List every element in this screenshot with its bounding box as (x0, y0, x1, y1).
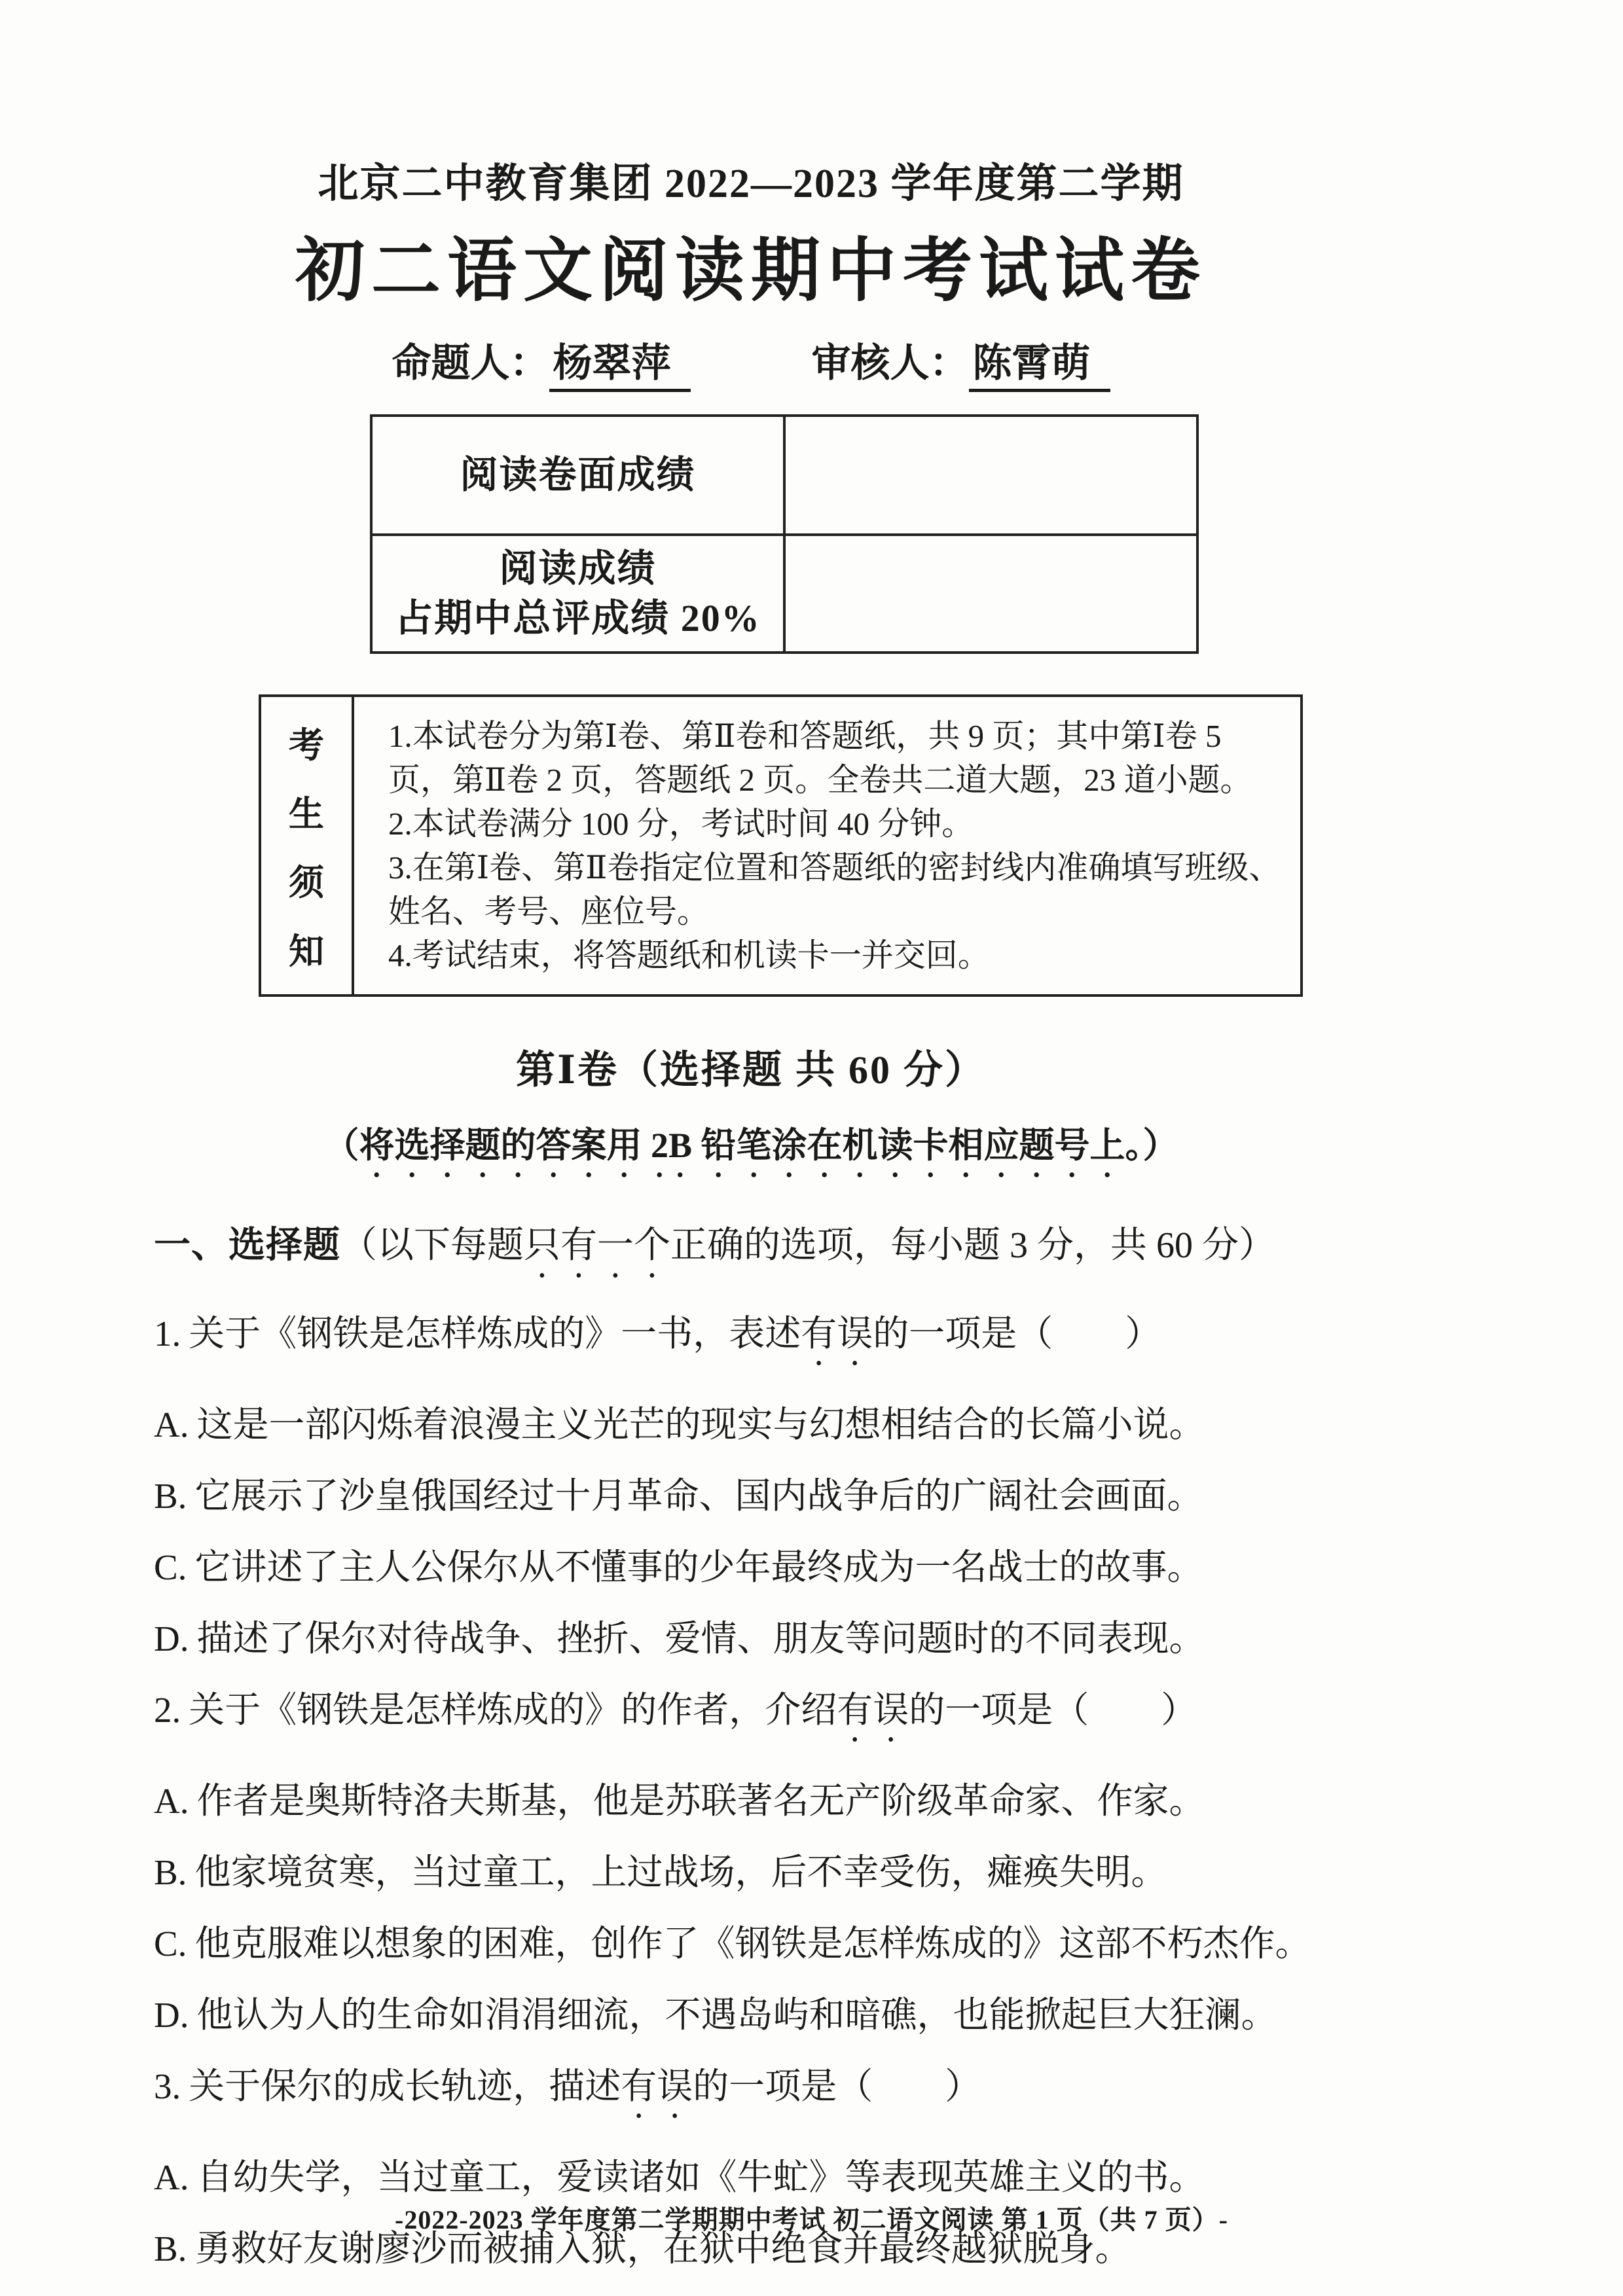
score-label-line2: 占期中总评成绩 20% (395, 597, 761, 639)
question-1-number: 1. (154, 1314, 181, 1354)
question-1-option-d (154, 1619, 1348, 1659)
reviewer-name: 陈霄萌 (969, 342, 1110, 392)
notice-side-char: 须 (289, 863, 324, 903)
question-2-option-c (154, 1924, 1348, 1964)
setter-label: 命题人： (392, 342, 549, 385)
question-1-stem (154, 1314, 1348, 1374)
question-3-stem (154, 2066, 1348, 2126)
question-3-option-a (154, 2157, 1348, 2198)
option-letter: A. (154, 1405, 189, 1444)
reviewer-label: 审核人： (811, 342, 969, 385)
section1-desc-post: 正确的选项，每小题 3 分，共 60 分） (670, 1225, 1275, 1266)
option-letter: D. (154, 1619, 189, 1659)
section1-desc-pre: （以下每题 (340, 1225, 524, 1266)
option-text: 他家境贫寒，当过童工，上过战场，后不幸受伤，瘫痪失明。 (194, 1852, 1167, 1892)
question-2-stem-pre: 关于《钢铁是怎样炼成的》的作者，介绍 (189, 1690, 837, 1730)
option-text: 作者是奥斯特洛夫斯基，他是苏联著名无产阶级革命家、作家。 (196, 1781, 1205, 1821)
question-3-stem-post: 的一项是（ ） (693, 2066, 981, 2106)
question-1-stem-emphasis: 有误 (801, 1314, 873, 1354)
notice-side-char: 知 (289, 932, 324, 971)
notice-box (259, 694, 1303, 997)
notice-side-char: 生 (289, 795, 324, 834)
school-line: 北京二中教育集团 2022—2023 学年度第二学期 (318, 162, 1184, 206)
credits-line (154, 332, 1348, 388)
score-label: 阅读卷面成绩 (460, 454, 696, 496)
answer-instruction-text: （将选择题的答案用 2B 铅笔涂在机读卡相应题号上。） (323, 1126, 1178, 1165)
section1-heading (154, 1216, 1348, 1286)
reviewer (812, 332, 1110, 388)
option-letter: C. (154, 1547, 187, 1587)
notice-item-3: 3.在第Ⅰ卷、第Ⅱ卷指定位置和答题纸的密封线内准确填写班级、姓名、考号、座位号。 (388, 850, 1281, 929)
option-letter: A. (154, 2157, 189, 2197)
setter (392, 332, 691, 388)
option-text: 这是一部闪烁着浪漫主义光芒的现实与幻想相结合的长篇小说。 (196, 1405, 1205, 1444)
question-1-stem-pre: 关于《钢铁是怎样炼成的》一书，表述 (189, 1314, 801, 1354)
option-letter: B. (154, 2229, 187, 2269)
option-text: 他克服难以想象的困难，创作了《钢铁是怎样炼成的》这部不朽杰作。 (194, 1924, 1311, 1964)
score-row-reading (371, 535, 1197, 653)
question-3-number: 3. (154, 2066, 181, 2106)
section1-desc-emphasis: 只有一个 (524, 1225, 670, 1266)
notice-side-char: 考 (289, 726, 324, 765)
question-2-option-d (154, 1995, 1348, 2036)
question-2-stem-post: 的一项是（ ） (909, 1690, 1197, 1730)
notice-item-4: 4.考试结束，将答题纸和机读卡一并交回。 (388, 937, 990, 973)
setter-name: 杨翠萍 (549, 342, 691, 392)
option-text: 自幼失学，当过童工，爱读诸如《牛虻》等表现英雄主义的书。 (196, 2157, 1205, 2197)
page-footer: -2022-2023 学年度第二学期期中考试 初二语文阅读 第 1 页（共 7 页）- (395, 2205, 1228, 2234)
question-1-option-a (154, 1405, 1348, 1445)
question-2-option-b (154, 1852, 1348, 1893)
notice-item-2: 2.本试卷满分 100 分，考试时间 40 分钟。 (388, 806, 974, 842)
option-letter: A. (154, 1781, 189, 1821)
section1-label: 一、选择题 (154, 1225, 340, 1266)
score-label-line1: 阅读成绩 (499, 547, 657, 590)
option-text: 勇救好友谢廖沙而被捕入狱，在狱中绝食并最终越狱脱身。 (194, 2229, 1131, 2269)
score-value-cell (784, 416, 1197, 535)
exam-title: 初二语文阅读期中考试试卷 (295, 233, 1207, 310)
question-1-option-c (154, 1547, 1348, 1588)
option-letter: D. (154, 1995, 189, 2035)
score-label-cell (371, 416, 784, 535)
answer-instruction (154, 1117, 1348, 1185)
page-content (154, 151, 1348, 2296)
notice-item-1: 1.本试卷分为第Ⅰ卷、第Ⅱ卷和答题纸，共 9 页；其中第Ⅰ卷 5 页，第Ⅱ卷 2 页，答题纸 2 页。全卷共二道大题，23 道小题。 (388, 718, 1252, 798)
option-letter: B. (154, 1852, 187, 1892)
questions (154, 1314, 1348, 2269)
notice-body (354, 697, 1300, 994)
score-label-cell (371, 535, 784, 653)
score-value-cell (784, 535, 1197, 653)
question-1-stem-post: 的一项是（ ） (873, 1314, 1161, 1354)
score-row-paper (371, 416, 1197, 535)
option-text: 他认为人的生命如涓涓细流，不遇岛屿和暗礁，也能掀起巨大狂澜。 (196, 1995, 1277, 2035)
question-2-stem (154, 1690, 1348, 1750)
option-text: 描述了保尔对待战争、挫折、爱情、朋友等问题时的不同表现。 (196, 1619, 1205, 1659)
question-2-stem-emphasis: 有误 (837, 1690, 909, 1730)
option-text: 它讲述了主人公保尔从不懂事的少年最终成为一名战士的故事。 (194, 1547, 1203, 1587)
question-1-option-b (154, 1476, 1348, 1516)
question-3-stem-pre: 关于保尔的成长轨迹，描述 (189, 2066, 621, 2106)
option-letter: B. (154, 1476, 187, 1516)
score-table (370, 414, 1199, 654)
part1-heading: 第Ⅰ卷（选择题 共 60 分） (515, 1049, 987, 1092)
question-2-option-a (154, 1781, 1348, 1821)
notice-side-label (261, 697, 354, 994)
option-letter: C. (154, 1924, 187, 1964)
option-text: 它展示了沙皇俄国经过十月革命、国内战争后的广阔社会画面。 (194, 1476, 1203, 1516)
question-2-number: 2. (154, 1690, 181, 1730)
question-3-stem-emphasis: 有误 (621, 2066, 693, 2106)
